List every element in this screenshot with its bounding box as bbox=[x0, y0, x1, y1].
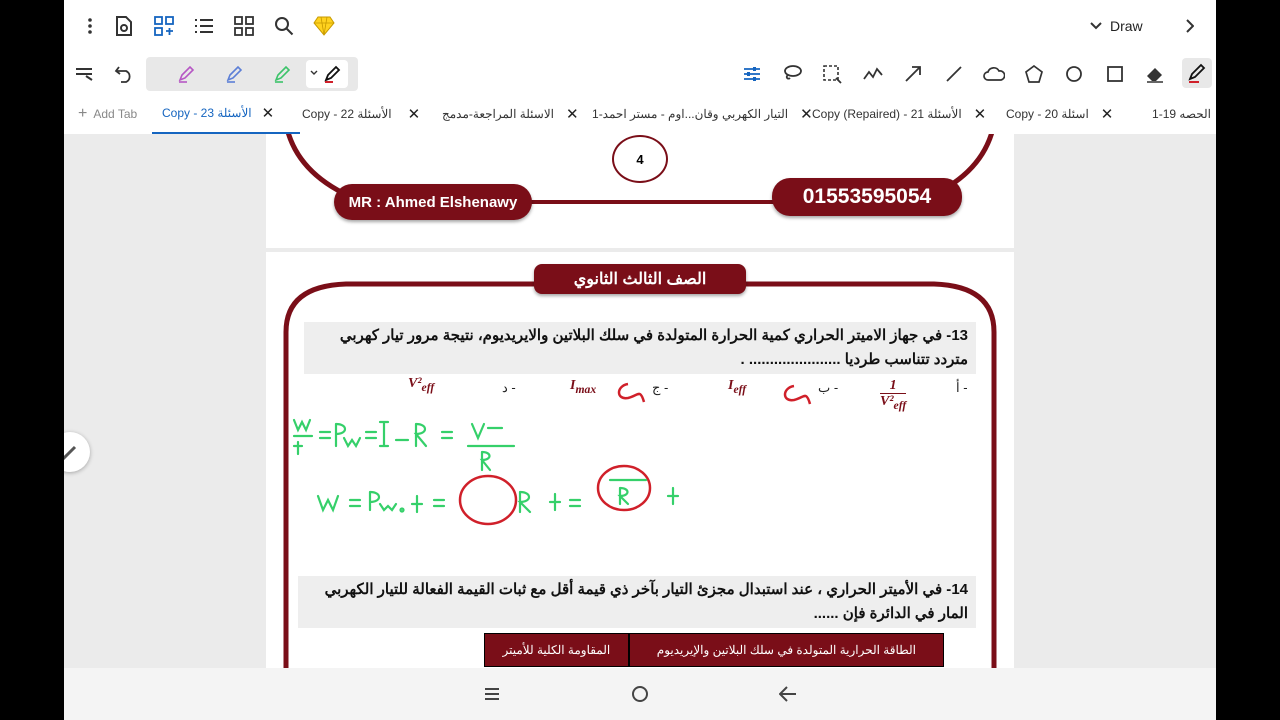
tab-label: Copy - 23 الأسئلة bbox=[162, 106, 252, 120]
tab-copy-23[interactable] bbox=[152, 94, 300, 134]
question-13-line-2: متردد تتناسب طرديا ...................... . bbox=[740, 351, 968, 368]
add-tab-button[interactable] bbox=[78, 94, 137, 134]
cloud-tool-icon[interactable] bbox=[982, 62, 1006, 86]
outline-list-icon[interactable] bbox=[192, 14, 216, 38]
tab-copy-22[interactable] bbox=[302, 94, 420, 134]
close-tab-icon[interactable]: ✕ bbox=[261, 105, 275, 122]
add-tab-label: Add Tab bbox=[93, 107, 138, 121]
tab-label: Copy (Repaired) - 21 الأسئلة bbox=[812, 107, 962, 121]
more-vert-icon[interactable] bbox=[78, 14, 102, 38]
draw-mode-label[interactable]: Draw bbox=[1110, 18, 1143, 34]
close-tab-icon[interactable]: ✕ bbox=[973, 106, 987, 123]
tab-lesson-19[interactable] bbox=[1152, 94, 1211, 134]
chevron-down-icon[interactable] bbox=[1086, 14, 1106, 38]
ink-pen-selected-icon[interactable] bbox=[1182, 58, 1212, 88]
freeform-line-icon[interactable] bbox=[861, 62, 885, 86]
option-d-label: د - bbox=[502, 380, 516, 395]
lasso-icon[interactable] bbox=[780, 62, 804, 86]
close-tab-icon[interactable]: ✕ bbox=[407, 106, 421, 123]
page-5 bbox=[266, 252, 1014, 668]
page-4-bottom bbox=[266, 134, 1014, 248]
close-tab-icon[interactable]: ✕ bbox=[800, 106, 813, 123]
tab-bar bbox=[64, 94, 1216, 135]
pen-green-icon[interactable] bbox=[270, 62, 294, 86]
question-14-line-2: المار في الدائرة فإن ...... bbox=[813, 605, 968, 622]
option-a-formula: 1 $V^2_{eff}$ bbox=[880, 378, 907, 412]
tab-copy-21-repaired[interactable] bbox=[812, 94, 986, 134]
tab-review-questions[interactable] bbox=[442, 94, 579, 134]
undo-icon[interactable] bbox=[112, 62, 136, 86]
red-circle-ieff bbox=[460, 476, 516, 524]
arrow-tool-icon[interactable] bbox=[901, 62, 925, 86]
answer-table-header bbox=[484, 633, 944, 667]
option-b-formula: $I_{eff}$ bbox=[728, 378, 747, 396]
rectangle-tool-icon[interactable] bbox=[1103, 62, 1127, 86]
option-c-formula: $I_{max}$ bbox=[570, 378, 597, 396]
option-a-label: أ - bbox=[956, 380, 968, 395]
tab-label: التيار الكهربي وقان...اوم - مستر احمد-1 bbox=[592, 107, 789, 121]
option-b-label: ب - bbox=[818, 380, 839, 395]
table-header-resistance: المقاومة الكلية للأميتر bbox=[484, 633, 629, 667]
pdf-app bbox=[64, 0, 1216, 720]
option-d-formula: $V^2_{eff}$ bbox=[408, 376, 435, 394]
tab-electric-current[interactable] bbox=[592, 94, 813, 134]
pen-pink-icon[interactable] bbox=[174, 62, 198, 86]
draw-toolbar bbox=[64, 54, 1216, 94]
area-select-icon[interactable] bbox=[820, 62, 844, 86]
eraser-icon[interactable] bbox=[1143, 62, 1167, 86]
option-c-label: ج - bbox=[652, 380, 669, 395]
back-arrow-icon[interactable] bbox=[776, 682, 800, 706]
close-tab-icon[interactable]: ✕ bbox=[566, 106, 579, 123]
document-viewport[interactable] bbox=[64, 134, 1216, 668]
phone-number-badge: 01553595054 bbox=[772, 178, 962, 216]
home-icon[interactable] bbox=[628, 682, 652, 706]
top-toolbar bbox=[64, 0, 1216, 54]
grade-header-badge: الصف الثالث الثانوي bbox=[534, 264, 746, 294]
recent-apps-icon[interactable] bbox=[480, 682, 504, 706]
pen-settings-icon[interactable] bbox=[72, 62, 96, 86]
red-proportional-mark-2 bbox=[785, 386, 810, 404]
pen-black-selected-icon[interactable] bbox=[306, 60, 348, 88]
teacher-name-badge: MR : Ahmed Elshenawy bbox=[334, 184, 532, 220]
document-settings-icon[interactable] bbox=[112, 14, 136, 38]
line-tool-icon[interactable] bbox=[942, 62, 966, 86]
pen-blue-icon[interactable] bbox=[222, 62, 246, 86]
tab-label: Copy - 22 الأسئلة bbox=[302, 107, 392, 121]
pen-tray bbox=[146, 57, 358, 91]
question-14-line-1: 14- في الأميتر الحراري ، عند استبدال مجزئ التيار بآخر ذي قيمة أقل مع ثبات القيمة الفعالة للتيار الكهربي bbox=[324, 581, 968, 598]
tab-label: Copy - 20 اسئلة bbox=[1006, 107, 1089, 121]
system-nav-bar bbox=[64, 668, 1216, 720]
pencil-handle-icon[interactable] bbox=[64, 432, 90, 472]
table-header-heat: الطاقة الحرارية المتولدة في سلك البلاتين والإيريديوم bbox=[629, 633, 944, 667]
handwritten-annotations bbox=[266, 252, 1014, 552]
page-number-badge: 4 bbox=[612, 135, 668, 183]
question-14 bbox=[298, 576, 976, 628]
tab-label: الاسئلة المراجعة-مدمج bbox=[442, 107, 555, 121]
plus-icon: + bbox=[78, 105, 88, 122]
chevron-right-icon[interactable] bbox=[1178, 14, 1202, 38]
search-icon[interactable] bbox=[272, 14, 296, 38]
circle-tool-icon[interactable] bbox=[1062, 62, 1086, 86]
tab-label: الحصه 19-1 bbox=[1152, 107, 1211, 121]
organize-pages-icon[interactable] bbox=[152, 14, 176, 38]
polygon-tool-icon[interactable] bbox=[1022, 62, 1046, 86]
red-proportional-mark-1 bbox=[619, 384, 644, 402]
question-13-line-1: 13- في جهاز الاميتر الحراري كمية الحرارة المتولدة في سلك البلاتين والايريديوم، نتيجة مرور تيار كهربي bbox=[339, 327, 968, 344]
thumbnails-grid-icon[interactable] bbox=[232, 14, 256, 38]
adjust-sliders-icon[interactable] bbox=[740, 62, 764, 86]
close-tab-icon[interactable]: ✕ bbox=[1100, 106, 1114, 123]
premium-diamond-icon[interactable] bbox=[312, 14, 336, 38]
tab-copy-20[interactable] bbox=[1006, 94, 1113, 134]
